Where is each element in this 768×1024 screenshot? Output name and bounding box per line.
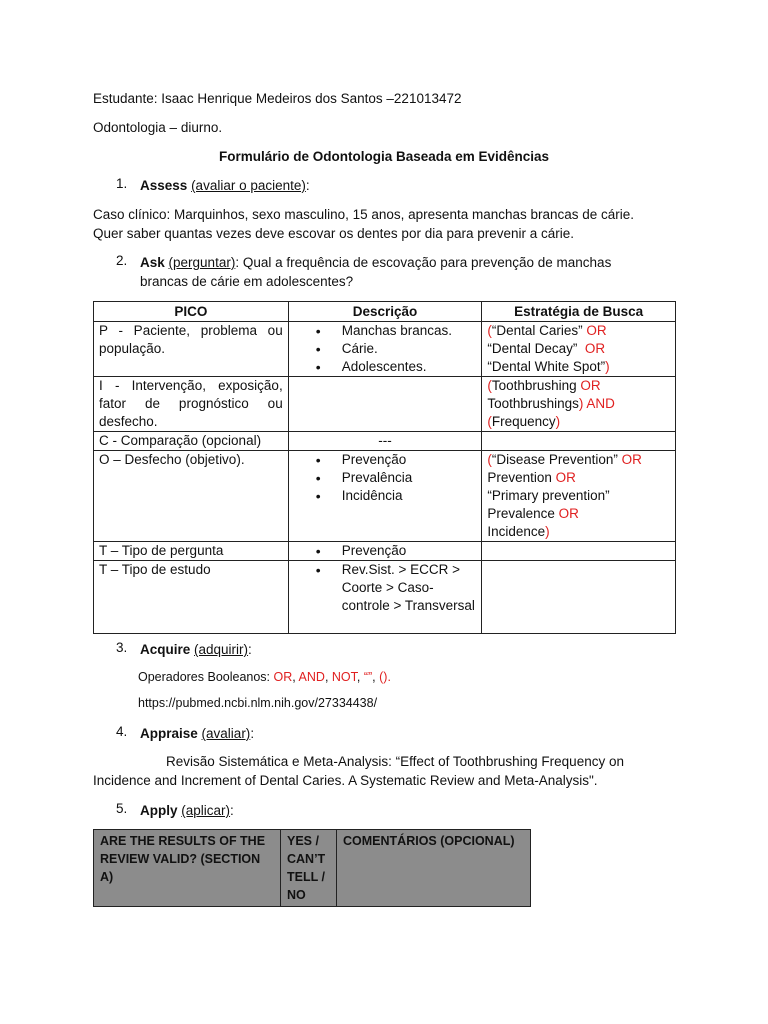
pico-cell-t-estudo: T – Tipo de estudo (94, 561, 289, 634)
operator-separator: , (324, 670, 332, 684)
list-item: • Prevenção (342, 542, 477, 560)
table-row (94, 377, 676, 432)
desc-cell-i (288, 377, 482, 432)
criteria-header-row (94, 830, 531, 907)
operator-parentheses: (). (379, 670, 391, 684)
section-number-ask: 2. (116, 253, 128, 268)
criteria-col-question: ARE THE RESULTS OF THE REVIEW VALID? (SECTION A) (94, 830, 281, 907)
table-row (94, 561, 676, 634)
pico-cell-i: I - Intervenção, exposição, fator de prognóstico ou desfecho. (94, 377, 289, 432)
search-paren: ) (555, 414, 561, 429)
section-appraise-heading (140, 724, 254, 743)
search-term: Toothbrushings (487, 396, 579, 411)
criteria-col-comments: COMENTÁRIOS (OPCIONAL) (337, 830, 531, 907)
criteria-table (93, 829, 531, 907)
search-operator: OR (621, 452, 642, 467)
page-title: Formulário de Odontologia Baseada em Evidências (218, 149, 550, 164)
desc-cell-c: --- (288, 432, 482, 451)
case-line-2: Quer saber quantas vezes deve escovar os dentes por dia para prevenir a cárie. (93, 226, 575, 241)
desc-cell-o (288, 451, 482, 542)
search-term: Toothbrushing (491, 378, 577, 393)
search-paren: ( (487, 323, 492, 338)
list-item: • Incidência (342, 487, 477, 505)
table-row (94, 451, 676, 542)
search-cell-p (482, 322, 676, 377)
search-operator: OR (580, 378, 601, 393)
search-paren: ) (578, 396, 584, 411)
section-number-assess: 1. (116, 176, 128, 191)
case-line-1: Caso clínico: Marquinhos, sexo masculino, 15 anos, apresenta manchas brancas de cárie. (93, 207, 635, 222)
pico-cell-p: P - Paciente, problema ou população. (94, 322, 289, 377)
pico-cell-t-pergunta: T – Tipo de pergunta (94, 542, 289, 561)
table-row (94, 542, 676, 561)
table-row (94, 322, 676, 377)
pico-cell-c: C - Comparação (opcional) (94, 432, 289, 451)
search-operator: AND (586, 396, 615, 411)
ask-question-1: : Qual a frequência de escovação para prevenção de manchas (235, 255, 612, 270)
table-row (94, 432, 676, 451)
pico-header-descricao: Descrição (288, 302, 482, 322)
section-acquire-heading (140, 640, 252, 659)
criteria-col-answer: YES / CAN’T TELL / NO (281, 830, 337, 907)
search-term: “Primary prevention” (487, 488, 610, 503)
search-term: Prevention (487, 470, 552, 485)
desc-cell-p (288, 322, 482, 377)
section-number-appraise: 4. (116, 724, 128, 739)
pico-header-pico: PICO (94, 302, 289, 322)
appraise-hint: (avaliar) (201, 726, 251, 741)
list-item: • Prevalência (342, 469, 477, 487)
pico-header-estrategia: Estratégia de Busca (482, 302, 676, 322)
search-cell-t-estudo (482, 561, 676, 634)
search-cell-o (482, 451, 676, 542)
operator-separator: , (356, 670, 364, 684)
search-cell-t-pergunta (482, 542, 676, 561)
assess-label: Assess (140, 178, 188, 193)
apply-suffix: : (230, 803, 234, 818)
section-apply-heading (140, 801, 234, 820)
operator-and: AND (298, 670, 325, 684)
desc-cell-t-estudo (288, 561, 482, 634)
operator-separator: , (292, 670, 299, 684)
apply-hint: (aplicar) (181, 803, 231, 818)
pico-table (93, 301, 676, 634)
section-number-apply: 5. (116, 801, 128, 816)
course-line: Odontologia – diurno. (93, 120, 223, 135)
assess-suffix: : (305, 178, 310, 193)
search-operator: OR (584, 341, 606, 356)
appraise-line-1: Revisão Sistemática e Meta-Analysis: “Effect of Toothbrushing Frequency on (166, 754, 624, 769)
search-paren: ( (487, 378, 492, 393)
operator-quotes: “” (363, 670, 373, 684)
search-paren: ) (545, 524, 550, 539)
section-number-acquire: 3. (116, 640, 128, 655)
apply-label: Apply (140, 803, 178, 818)
pubmed-link[interactable]: https://pubmed.ncbi.nlm.nih.gov/27334438/ (138, 696, 378, 710)
appraise-suffix: : (250, 726, 255, 741)
operator-not: NOT (331, 670, 357, 684)
pico-header-row (94, 302, 676, 322)
ask-hint: (perguntar) (168, 255, 236, 270)
student-line: Estudante: Isaac Henrique Medeiros dos Santos –221013472 (93, 91, 462, 106)
search-term: “Dental Caries” (491, 323, 583, 338)
search-term: “Disease Prevention” (491, 452, 618, 467)
list-item: • Cárie. (342, 340, 477, 358)
search-term: “Dental Decay” (487, 341, 578, 356)
acquire-label: Acquire (140, 642, 191, 657)
ask-label: Ask (140, 255, 165, 270)
acquire-hint: (adquirir) (194, 642, 249, 657)
list-item: • Manchas brancas. (342, 322, 477, 340)
ask-question-2: brancas de cárie em adolescentes? (140, 274, 354, 289)
search-operator: OR (555, 470, 576, 485)
search-operator: OR (586, 323, 607, 338)
search-paren: ) (605, 359, 610, 374)
operator-or: OR (273, 670, 293, 684)
acquire-suffix: : (248, 642, 252, 657)
search-cell-c (482, 432, 676, 451)
section-ask-heading (140, 253, 611, 272)
search-term: “Dental White Spot” (487, 359, 606, 374)
search-paren: ( (487, 452, 492, 467)
list-item: • Adolescentes. (342, 358, 477, 376)
search-term: Frequency (491, 414, 556, 429)
pico-cell-o: O – Desfecho (objetivo). (94, 451, 289, 542)
operator-separator: , (372, 670, 380, 684)
search-term: Prevalence (487, 506, 555, 521)
list-item: • Prevenção (342, 451, 477, 469)
list-item: • Rev.Sist. > ECCR > Coorte > Caso-controle > Transversal (342, 561, 477, 615)
assess-hint: (avaliar o paciente) (191, 178, 306, 193)
search-cell-i (482, 377, 676, 432)
search-paren: ( (487, 414, 492, 429)
search-term: Incidence (487, 524, 546, 539)
appraise-line-2: Incidence and Increment of Dental Caries. A Systematic Review and Meta-Analysis". (93, 773, 598, 788)
search-operator: OR (558, 506, 579, 521)
section-assess-heading (140, 176, 310, 195)
boolean-operators-line (138, 668, 391, 687)
appraise-label: Appraise (140, 726, 198, 741)
operators-label: Operadores Booleanos: (138, 670, 274, 684)
desc-cell-t-pergunta (288, 542, 482, 561)
